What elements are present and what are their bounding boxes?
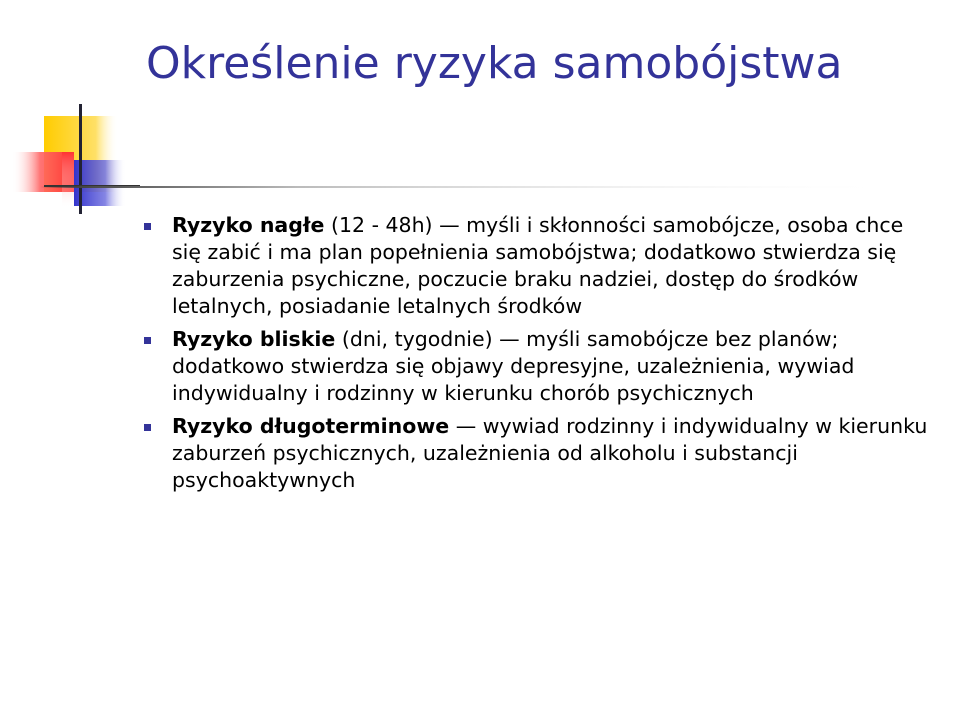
bullet-term: Ryzyko długoterminowe — [172, 414, 450, 438]
bullet-item — [144, 212, 934, 320]
decorative-corner-graphic — [0, 0, 140, 230]
vertical-line-shape — [79, 104, 82, 214]
bullet-text: (12 - 48h) — myśli i skłonności samobójcze, osoba chce się zabić i ma plan popełnienia samobójstwa; dodatkowo stwierdza się zaburzenia psychiczne, poczucie braku nadziei, dostęp do środków letalnych, posiadanie letalnych środków — [172, 213, 904, 318]
bullet-term: Ryzyko bliskie — [172, 327, 336, 351]
bullet-text: (dni, tygodnie) — myśli samobójcze bez planów; dodatkowo stwierdza się objawy depresyjne, uzależnienia, wywiad indywidualny i rodzinny w kierunku chorób psychicznych — [172, 327, 855, 405]
bullet-text: — wywiad rodzinny i indywidualny w kierunku zaburzeń psychicznych, uzależnienia od alkoholu i substancji psychoaktywnych — [172, 414, 928, 492]
bullet-item — [144, 326, 934, 407]
square-bullet-icon — [144, 223, 151, 230]
bullet-term: Ryzyko nagłe — [172, 213, 325, 237]
bullet-item — [144, 413, 934, 494]
title-underline — [40, 186, 900, 188]
red-fade-shape — [62, 152, 74, 208]
square-bullet-icon — [144, 337, 151, 344]
square-bullet-icon — [144, 424, 151, 431]
slide-title: Określenie ryzyka samobójstwa — [146, 38, 843, 89]
bullet-list — [144, 212, 934, 500]
